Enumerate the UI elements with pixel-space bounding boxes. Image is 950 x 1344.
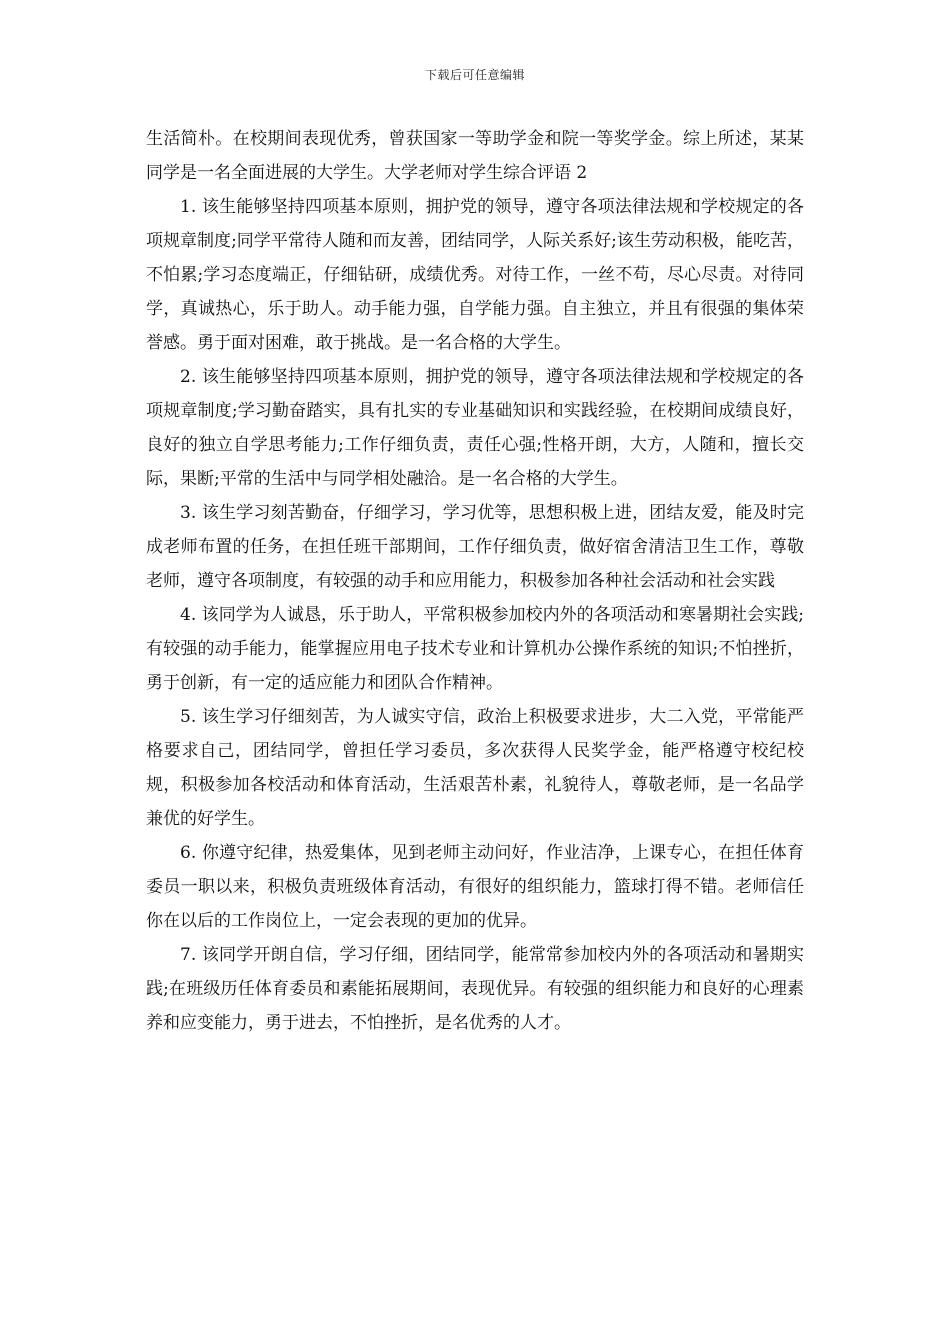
paragraph-item-3: 3. 该生学习刻苦勤奋，仔细学习，学习优等，思想积极上进，团结友爱，能及时完成老师布置的任务，在担任班干部期间，工作仔细负责，做好宿舍清洁卫生工作，尊敬老师，遵守各项制度，有较强的动手和应用能力，积极参加各种社会活动和社会实践 (146, 503, 804, 591)
paragraph-continuation: 生活简朴。在校期间表现优秀，曾获国家一等助学金和院一等奖学金。综上所述，某某同学是一名全面进展的大学生。大学老师对学生综合评语 2 (146, 129, 804, 183)
paragraph-item-6: 6. 你遵守纪律，热爱集体，见到老师主动问好，作业洁净，上课专心，在担任体育委员一职以来，积极负责班级体育活动，有很好的组织能力，篮球打得不错。老师信任你在以后的工作岗位上，一定会表现的更加的优异。 (146, 843, 804, 931)
paragraph-item-7: 7. 该同学开朗自信，学习仔细，团结同学，能常常参加校内外的各项活动和暑期实践;在班级历任体育委员和素能拓展期间，表现优异。有较强的组织能力和良好的心理素养和应变能力，勇于进去，不怕挫折，是名优秀的人才。 (146, 945, 804, 1033)
paragraph-item-4: 4. 该同学为人诚恳，乐于助人，平常积极参加校内外的各项活动和寒暑期社会实践;有较强的动手能力，能掌握应用电子技术专业和计算机办公操作系统的知识;不怕挫折，勇于创新，有一定的适应能力和团队合作精神。 (146, 605, 804, 693)
paragraph-item-1: 1. 该生能够坚持四项基本原则，拥护党的领导，遵守各项法律法规和学校规定的各项规章制度;同学平常待人随和而友善，团结同学，人际关系好;该生劳动积极，能吃苦，不怕累;学习态度端正，仔细钻研，成绩优秀。对待工作，一丝不苟，尽心尽责。对待同学，真诚热心，乐于助人。动手能力强，自学能力强。自主独立，并且有很强的集体荣誉感。勇于面对困难，敢于挑战。是一名合格的大学生。 (146, 197, 804, 353)
header-note: 下载后可任意编辑 (424, 68, 525, 82)
paragraph-item-5: 5. 该生学习仔细刻苦，为人诚实守信，政治上积极要求进步，大二入党，平常能严格要求自己，团结同学，曾担任学习委员，多次获得人民奖学金，能严格遵守校纪校规，积极参加各校活动和体育活动，生活艰苦朴素，礼貌待人，尊敬老师，是一名品学兼优的好学生。 (146, 707, 804, 829)
paragraph-item-2: 2. 该生能够坚持四项基本原则，拥护党的领导，遵守各项法律法规和学校规定的各项规章制度;学习勤奋踏实，具有扎实的专业基础知识和实践经验，在校期间成绩良好，良好的独立自学思考能力;工作仔细负责，责任心强;性格开朗，大方，人随和，擅长交际，果断;平常的生活中与同学相处融洽。是一名合格的大学生。 (146, 367, 804, 489)
document-body (146, 122, 804, 1040)
